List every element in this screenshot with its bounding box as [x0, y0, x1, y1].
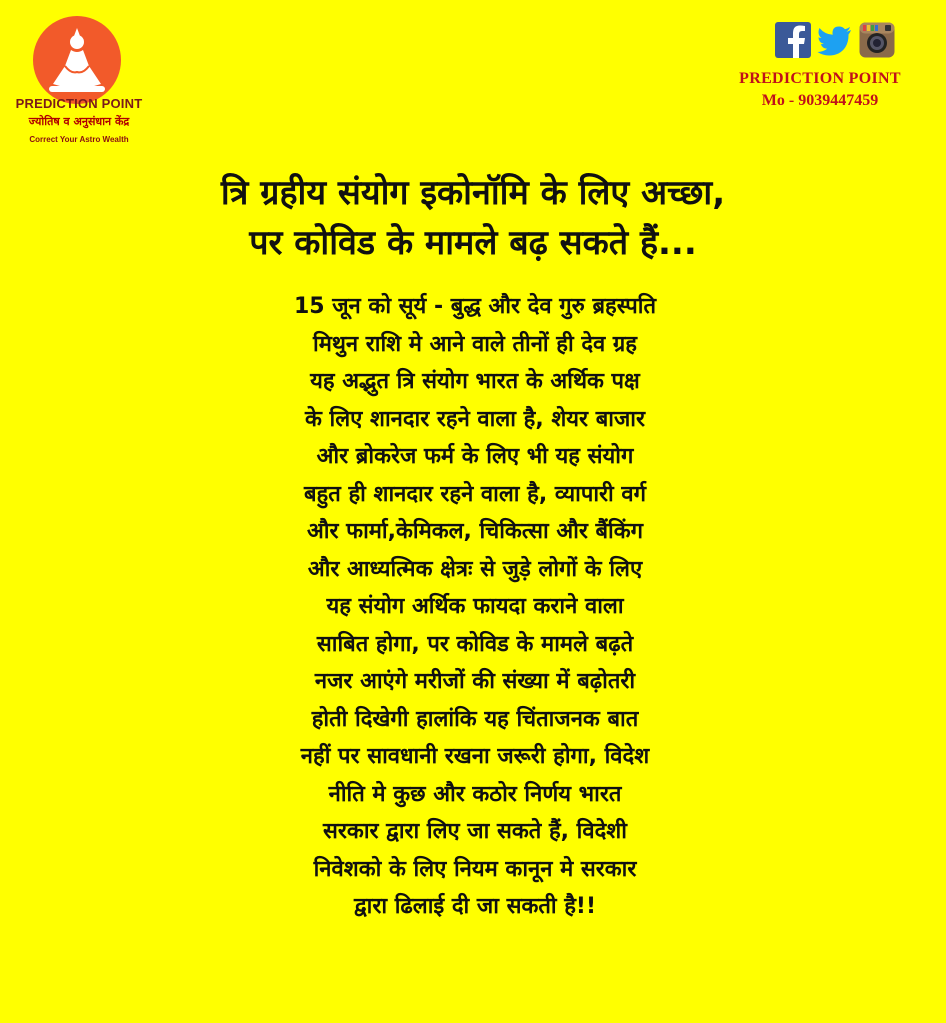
contact-phone: Mo - 9039447459: [761, 92, 879, 109]
logo-subtitle: ज्योतिष व अनुसंधान केंद्र: [28, 115, 130, 128]
body-line: नजर आएंगे मरीजों की संख्या में बढ़ोतरी: [314, 669, 636, 694]
headline: [40, 168, 906, 268]
body-line: और आध्यत्मिक क्षेत्रः से जुड़े लोगों के लिए: [307, 556, 643, 582]
body-line: बहुत ही शानदार रहने वाला है, व्यापारी वर्ग: [304, 481, 646, 507]
contact-block: [710, 70, 930, 110]
body-line: नीति मे कुछ और कठोर निर्णय भारत: [328, 781, 622, 807]
body-line: नहीं पर सावधानी रखना जरूरी होगा, विदेश: [300, 744, 650, 769]
body-line: निवेशको के लिए नियम कानून मे सरकार: [313, 856, 637, 882]
instagram-icon[interactable]: [859, 22, 895, 58]
social-links: [775, 22, 895, 58]
body-line: साबित होगा, पर कोविड के मामले बढ़ते: [316, 631, 634, 657]
facebook-icon[interactable]: [775, 22, 811, 58]
body-line: सरकार द्वारा लिए जा सकते हैं, विदेशी: [323, 819, 627, 844]
logo-brand-name: PREDICTION POINT: [15, 96, 143, 111]
contact-brand-name: PREDICTION POINT: [739, 70, 901, 87]
body-line: यह अद्भुत त्रि संयोग भारत के अर्थिक पक्ष: [310, 369, 640, 394]
twitter-icon[interactable]: [817, 22, 853, 58]
body-line: द्वारा ढिलाई दी जा सकती है!!: [354, 894, 596, 919]
body-line: होती दिखेगी हालांकि यह चिंताजनक बात: [311, 706, 639, 732]
headline-line: त्रि ग्रहीय संयोग इकोनॉमि के लिए अच्छा,: [220, 173, 726, 213]
body-line: और ब्रोकरेज फर्म के लिए भी यह संयोग: [316, 444, 634, 469]
body-text: [170, 288, 780, 926]
body-line: यह संयोग अर्थिक फायदा कराने वाला: [326, 594, 624, 619]
body-line: के लिए शानदार रहने वाला है, शेयर बाजार: [304, 406, 645, 432]
headline-line: पर कोविड के मामले बढ़ सकते हैं...: [249, 223, 697, 263]
logo-tagline: Correct Your Astro Wealth: [29, 135, 129, 144]
brand-logo: [4, 14, 154, 154]
body-line: मिथुन राशि मे आने वाले तीनों ही देव ग्रह: [313, 331, 637, 357]
body-line: 15 जून को सूर्य - बुद्ध और देव गुरु ब्रहस्पति: [293, 294, 657, 319]
meditating-figure-icon: [31, 14, 123, 106]
body-line: और फार्मा,केमिकल, चिकित्सा और बैंकिंग: [306, 519, 644, 544]
